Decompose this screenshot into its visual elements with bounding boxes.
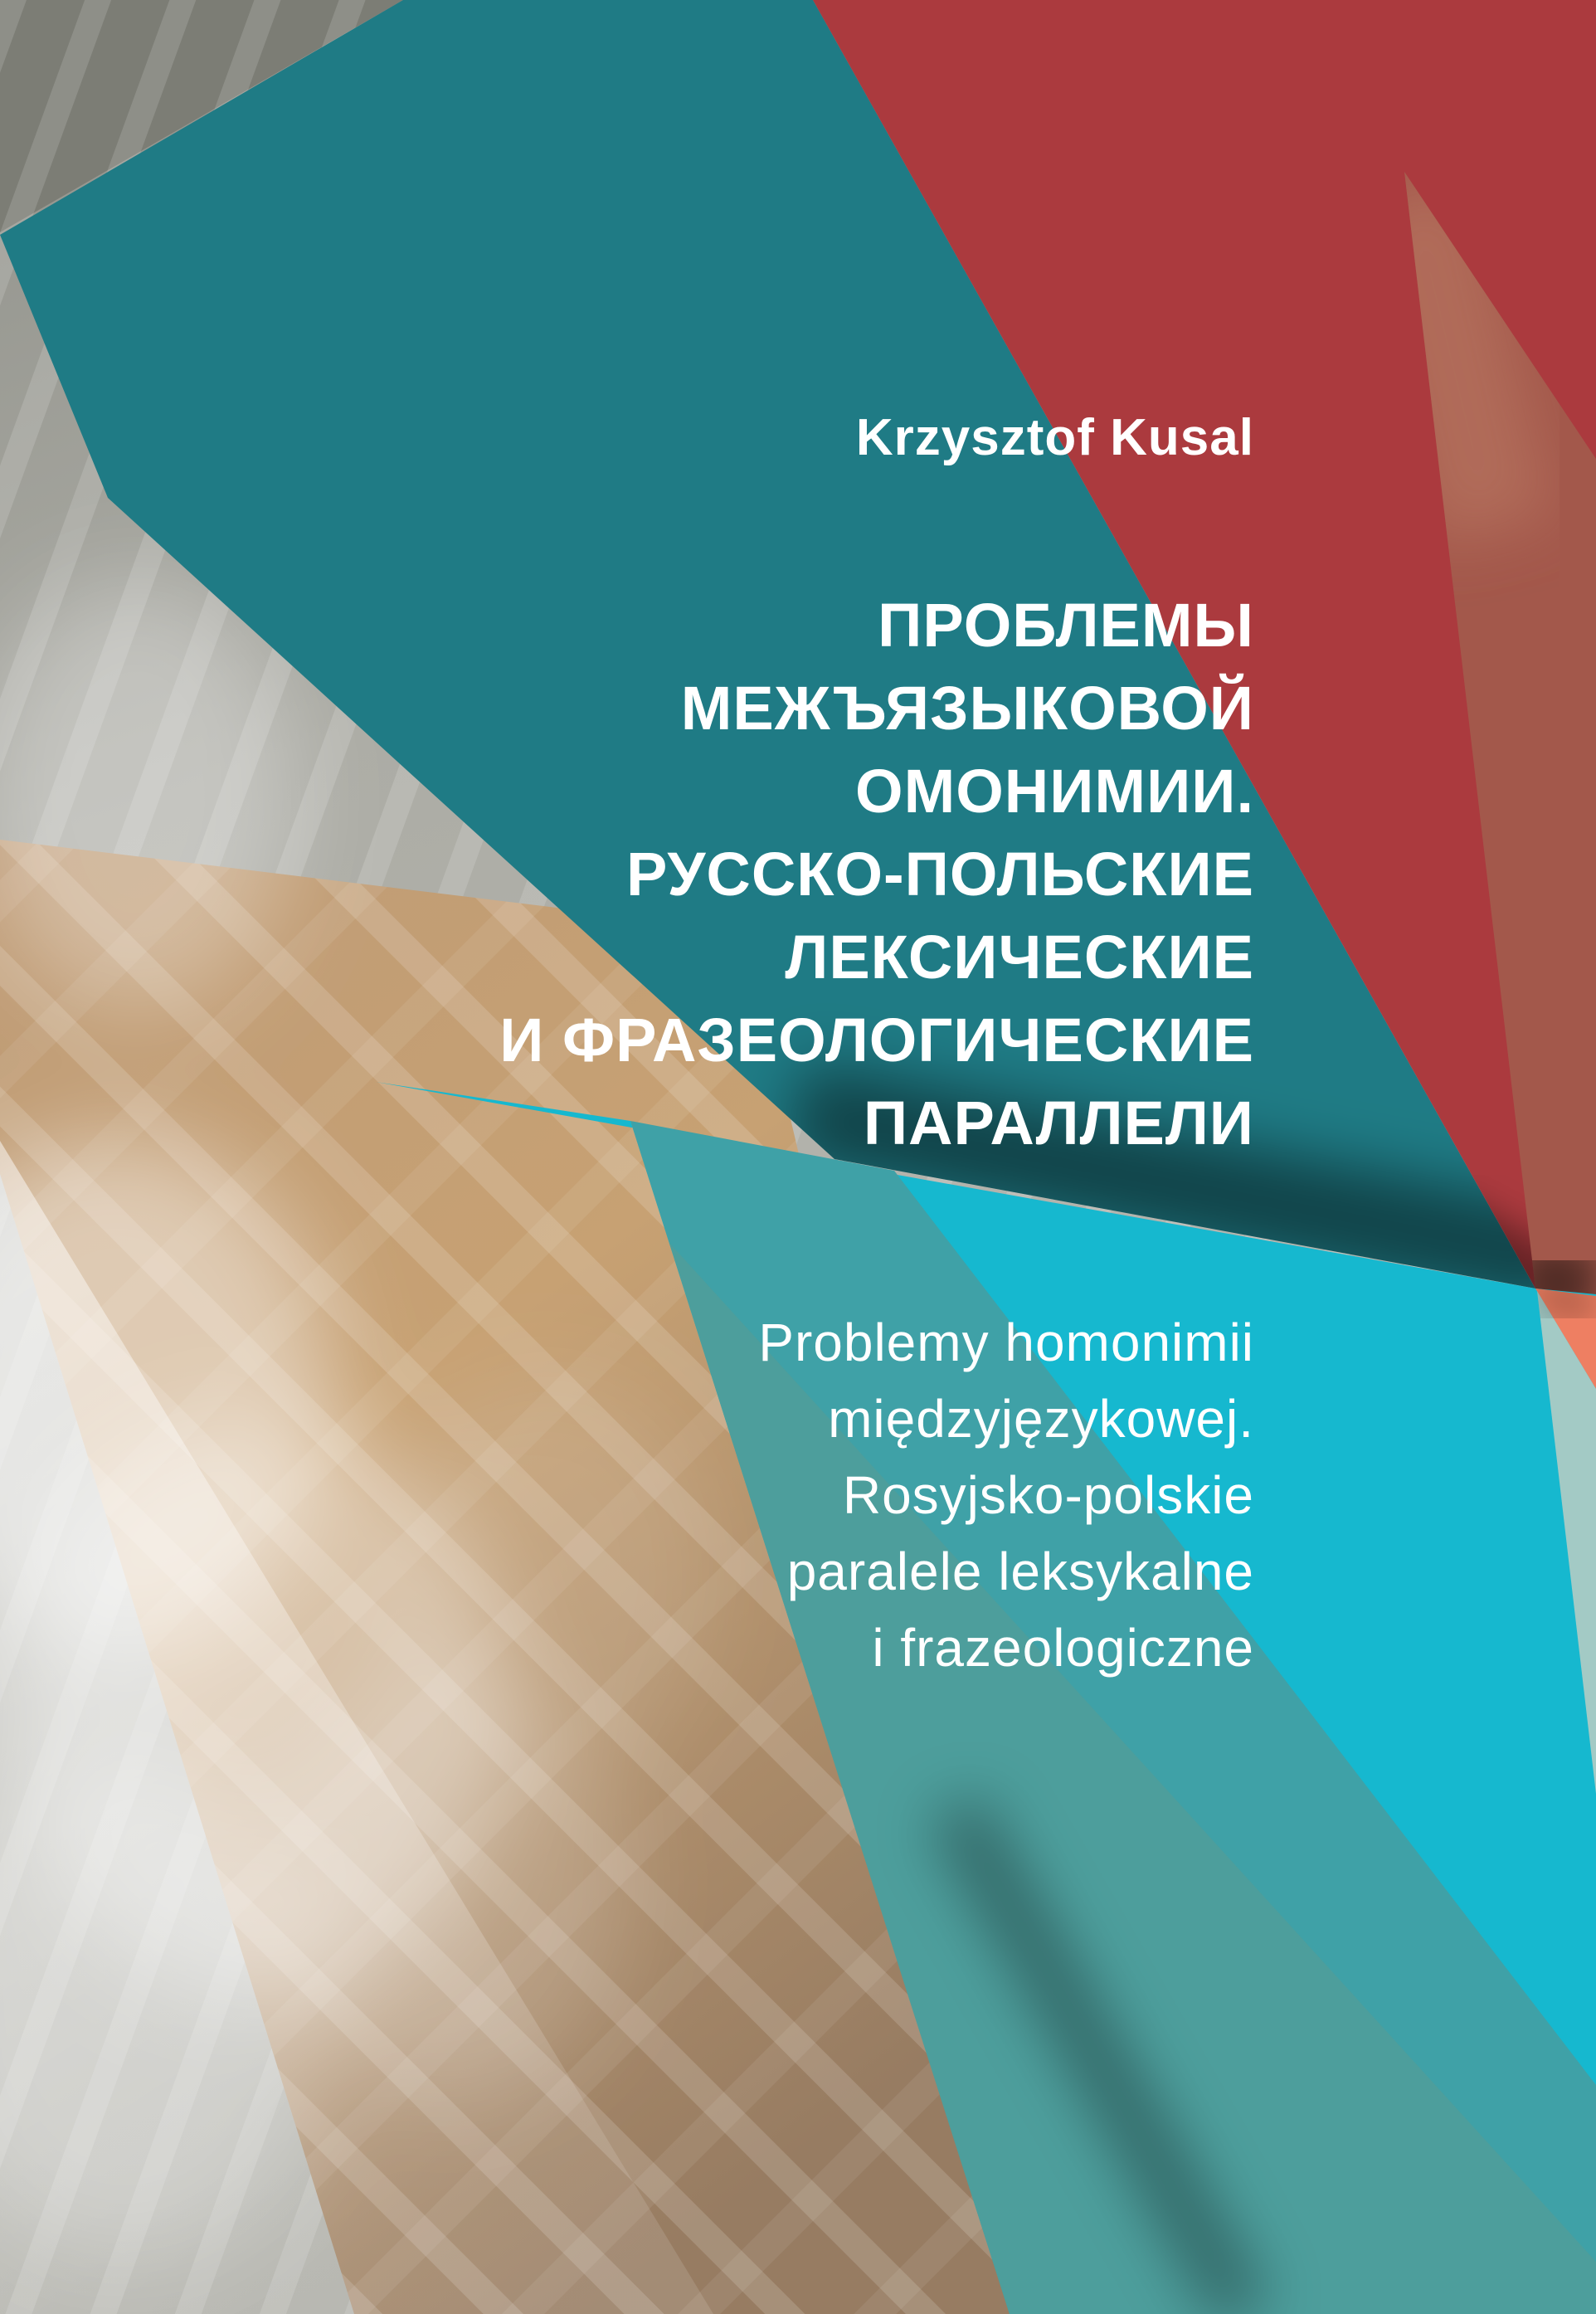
title-ru-line-7: ПАРАЛЛЕЛИ [863, 1089, 1254, 1157]
subtitle-pl-line-1: Problemy homonimii [758, 1313, 1254, 1372]
title-ru-line-6: И ФРАЗЕОЛОГИЧЕСКИЕ [499, 1006, 1254, 1074]
title-ru-line-5: ЛЕКСИЧЕСКИЕ [785, 923, 1254, 991]
subtitle-pl-line-2: międzyjęzykowej. [828, 1389, 1254, 1449]
coral-top-shadow [1535, 1294, 1596, 1308]
title-ru-line-1: ПРОБЛЕМЫ [878, 591, 1254, 660]
subtitle-pl-line-3: Rosyjsko-polskie [842, 1465, 1254, 1525]
title-ru-line-2: МЕЖЪЯЗЫКОВОЙ [680, 674, 1254, 743]
title-ru-line-4: РУССКО-ПОЛЬСКИЕ [626, 840, 1254, 909]
author-name: Krzysztof Kusal [855, 409, 1254, 466]
subtitle-pl-line-4: paralele leksykalne [786, 1542, 1254, 1601]
title-ru-line-3: ОМОНИМИИ. [855, 757, 1254, 826]
subtitle-pl-line-5: i frazeologiczne [872, 1618, 1254, 1678]
